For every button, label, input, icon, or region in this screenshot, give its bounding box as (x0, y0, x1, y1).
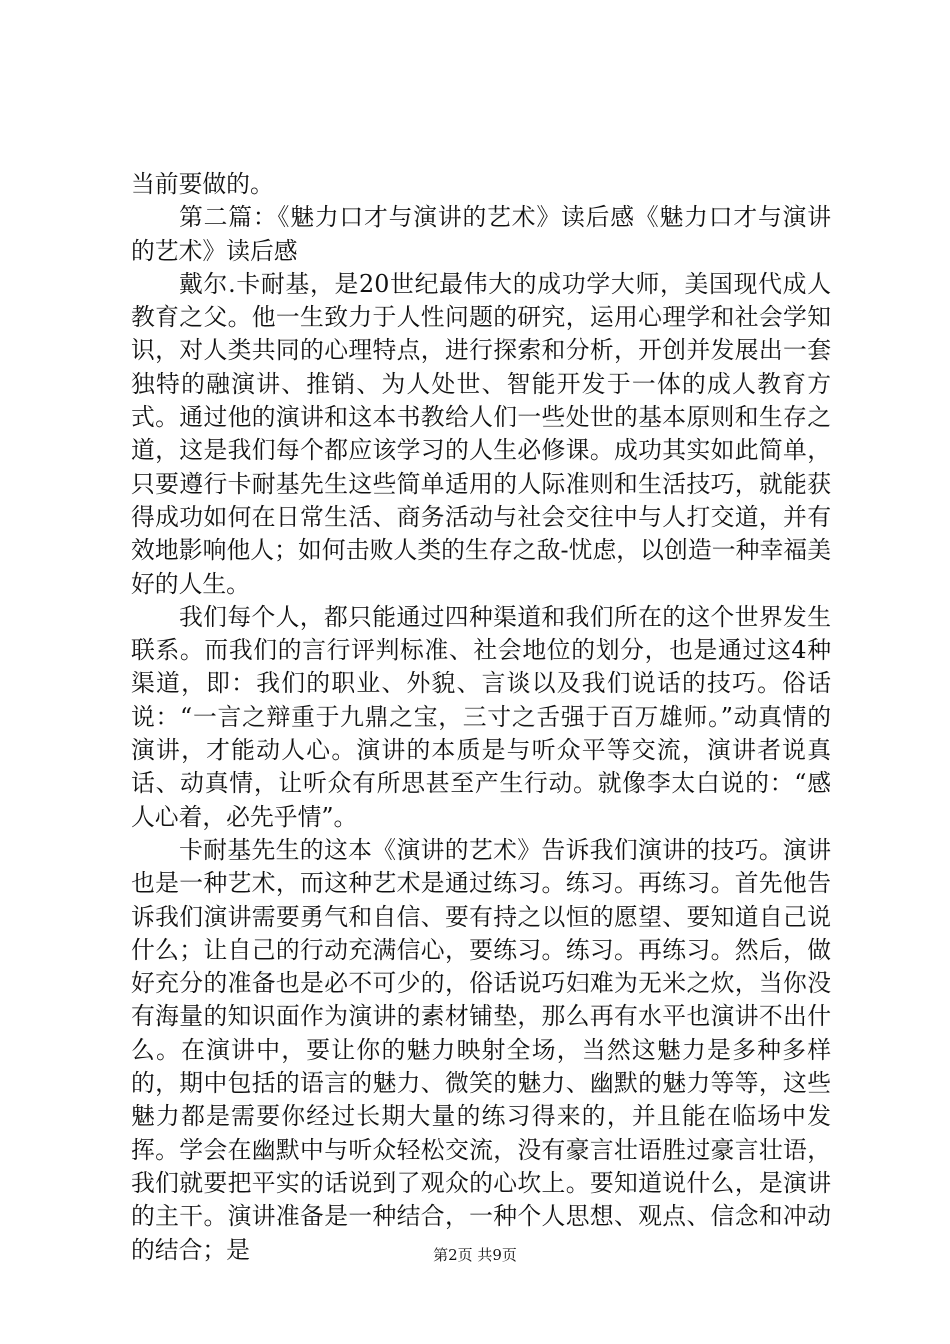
paragraph-2-heading: 第二篇：《魅力口才与演讲的艺术》读后感《魅力口才与演讲的艺术》读后感 (131, 203, 831, 265)
paragraph-3: 戴尔.卡耐基，是20世纪最伟大的成功学大师，美国现代成人教育之父。他一生致力于人性问题的研究，运用心理学和社会学知识，对人类共同的心理特点，进行探索和分析，开创并发展出一套独特的融演讲、推销、为人处世、智能开发于一体的成人教育方式。通过他的演讲和这本书教给人们一些处世的基本原则和生存之道，这是我们每个都应该学习的人生必修课。成功其实如此简单，只要遵行卡耐基先生这些简单适用的人际准则和生活技巧，就能获得成功如何在日常生活、商务活动与社会交往中与人打交道，并有效地影响他人；如何击败人类的生存之敌-忧虑，以创造一种幸福美好的人生。 (131, 269, 831, 598)
document-body (131, 168, 831, 1267)
paragraph-1: 当前要做的。 (131, 170, 274, 198)
paragraph-4: 我们每个人，都只能通过四种渠道和我们所在的这个世界发生联系。而我们的言行评判标准、社会地位的划分，也是通过这4种渠道，即：我们的职业、外貌、言谈以及我们说话的技巧。俗话说：“一言之辩重于九鼎之宝，三寸之舌强于百万雄师。”动真情的演讲，才能动人心。演讲的本质是与听众平等交流，演讲者说真话、动真情，让听众有所思甚至产生行动。就像李太白说的：“感人心着，必先乎情”。 (131, 602, 831, 831)
page-footer: 第2页 共9页 (433, 1246, 517, 1264)
paragraph-5: 卡耐基先生的这本《演讲的艺术》告诉我们演讲的技巧。演讲也是一种艺术，而这种艺术是通过练习。练习。再练习。首先他告诉我们演讲需要勇气和自信、要有持之以恒的愿望、要知道自己说什么；让自己的行动充满信心，要练习。练习。再练习。然后，做好充分的准备也是必不可少的，俗话说巧妇难为无米之炊，当你没有海量的知识面作为演讲的素材铺垫，那么再有水平也演讲不出什么。在演讲中，要让你的魅力映射全场，当然这魅力是多种多样的，期中包括的语言的魅力、微笑的魅力、幽默的魅力等等，这些魅力都是需要你经过长期大量的练习得来的，并且能在临场中发挥。学会在幽默中与听众轻松交流，没有豪言壮语胜过豪言壮语，我们就要把平实的话说到了观众的心坎上。要知道说什么，是演讲的主干。演讲准备是一种结合，一种个人思想、观点、信念和冲动的结合；是 (131, 835, 831, 1264)
